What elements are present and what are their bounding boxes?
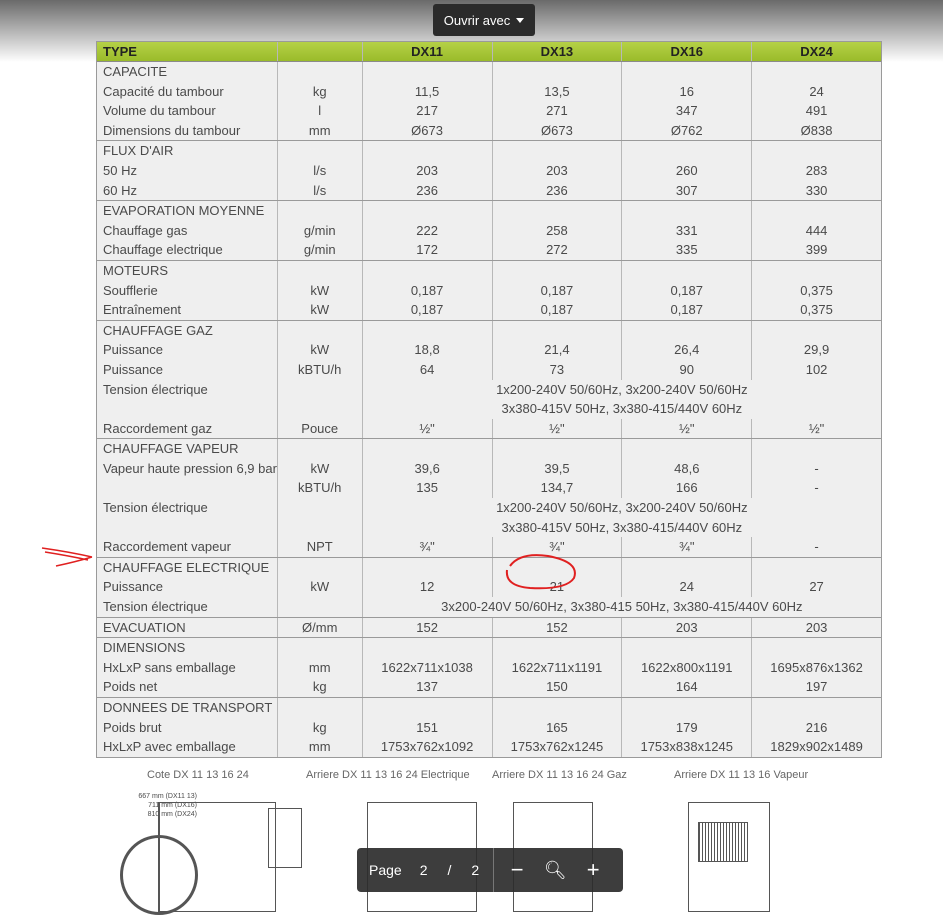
value-cell: 444 <box>805 222 828 238</box>
zoom-out-button[interactable]: − <box>510 857 524 882</box>
table-row <box>97 121 881 141</box>
value-cell: 1753x762x1092 <box>363 737 493 757</box>
section-title-row <box>97 141 881 161</box>
unit-cell: l <box>278 101 363 121</box>
value-cell: 307 <box>622 181 752 201</box>
value-cell: 331 <box>622 221 752 241</box>
row-label <box>97 399 278 419</box>
value-cell: 0,375 <box>800 282 833 298</box>
unit-cell: g/min <box>278 240 363 260</box>
value-cell <box>622 201 752 221</box>
table-row <box>97 340 881 360</box>
value-cell: Ø673 <box>493 121 623 141</box>
table-row <box>97 419 881 439</box>
value-cell <box>622 141 752 161</box>
value-cell: 0,187 <box>622 281 752 301</box>
unit-cell <box>278 141 363 161</box>
table-section <box>97 201 881 261</box>
value-cell: 13,5 <box>493 82 623 102</box>
unit-cell <box>278 518 363 538</box>
value-cell: 236 <box>363 181 493 201</box>
zoom-in-button[interactable]: + <box>586 857 600 882</box>
table-row <box>97 677 881 697</box>
section-title: CHAUFFAGE GAZ <box>97 321 278 341</box>
header-cell: DX16 <box>622 42 752 61</box>
value-cell: 102 <box>805 361 828 377</box>
value-cell: 165 <box>493 718 623 738</box>
value-cell: 27 <box>809 579 824 595</box>
section-title: EVAPORATION MOYENNE <box>97 201 278 221</box>
value-cell: ¾" <box>363 537 493 557</box>
value-cell: 217 <box>363 101 493 121</box>
section-title: FLUX D'AIR <box>97 141 278 161</box>
row-label: 50 Hz <box>97 161 278 181</box>
value-cell <box>493 141 623 161</box>
row-label: Soufflerie <box>97 281 278 301</box>
row-label: Tension électrique <box>97 498 278 518</box>
unit-cell <box>278 201 363 221</box>
value-cell <box>363 439 493 459</box>
section-title: CHAUFFAGE VAPEUR <box>97 439 278 459</box>
unit-cell: kBTU/h <box>278 360 363 380</box>
section-title-row <box>97 618 881 638</box>
value-cell: 222 <box>363 221 493 241</box>
table-section <box>97 698 881 757</box>
row-label <box>97 478 278 498</box>
span-value-cell: 3x380-415V 50Hz, 3x380-415/440V 60Hz <box>501 401 743 417</box>
table-section <box>97 638 881 698</box>
value-cell: 16 <box>622 82 752 102</box>
row-label: 60 Hz <box>97 181 278 201</box>
value-cell <box>622 62 752 82</box>
value-cell <box>493 558 623 578</box>
value-cell: 1622x711x1191 <box>493 658 623 678</box>
page-separator: / <box>447 862 452 878</box>
value-cell <box>493 321 623 341</box>
table-row <box>97 459 881 479</box>
row-label: Vapeur haute pression 6,9 bar <box>97 459 278 479</box>
value-cell <box>752 638 881 658</box>
value-cell: 203 <box>622 618 752 638</box>
row-label: Poids net <box>97 677 278 697</box>
section-title: CHAUFFAGE ELECTRIQUE <box>97 558 278 578</box>
unit-cell <box>278 399 363 419</box>
unit-cell <box>278 638 363 658</box>
section-title-row <box>97 261 881 281</box>
total-pages: 2 <box>471 862 480 878</box>
unit-cell <box>278 261 363 281</box>
value-cell: 48,6 <box>622 459 752 479</box>
section-title-row <box>97 321 881 341</box>
side-detail-drawing <box>268 808 302 868</box>
unit-cell: mm <box>278 658 363 678</box>
table-section <box>97 558 881 618</box>
value-cell <box>622 558 752 578</box>
value-cell: 73 <box>493 360 623 380</box>
row-label: Raccordement gaz <box>97 419 278 439</box>
unit-cell <box>278 62 363 82</box>
value-cell: 203 <box>493 161 623 181</box>
unit-cell: Pouce <box>278 419 363 439</box>
section-title-row <box>97 62 881 82</box>
value-cell: 24 <box>809 83 824 99</box>
value-cell: 152 <box>493 618 623 638</box>
table-row <box>97 498 881 518</box>
unit-cell: kBTU/h <box>278 478 363 498</box>
side-drawing <box>158 802 276 912</box>
value-cell <box>752 141 881 161</box>
value-cell: 1753x762x1245 <box>493 737 623 757</box>
row-label: Chauffage electrique <box>97 240 278 260</box>
table-section <box>97 618 881 639</box>
value-cell: 39,6 <box>363 459 493 479</box>
value-cell: 271 <box>493 101 623 121</box>
table-row <box>97 101 881 121</box>
value-cell: 18,8 <box>363 340 493 360</box>
row-label: Puissance <box>97 340 278 360</box>
section-title: CAPACITE <box>97 62 278 82</box>
unit-cell <box>278 380 363 400</box>
value-cell <box>752 439 881 459</box>
section-title-row <box>97 638 881 658</box>
value-cell: 0,187 <box>493 281 623 301</box>
table-row <box>97 718 881 738</box>
value-cell: 64 <box>363 360 493 380</box>
value-cell: 335 <box>622 240 752 260</box>
value-cell <box>622 698 752 718</box>
value-cell: ½" <box>622 419 752 439</box>
table-row <box>97 658 881 678</box>
value-cell: 135 <box>363 478 493 498</box>
zoom-icon[interactable]: 🔍︎ <box>543 859 567 880</box>
row-label: HxLxP avec emballage <box>97 737 278 757</box>
table-row <box>97 380 881 400</box>
unit-cell <box>278 698 363 718</box>
table-row <box>97 82 881 102</box>
value-cell <box>493 638 623 658</box>
drawing-caption: Arriere DX 11 13 16 24 Gaz <box>492 769 627 781</box>
value-cell: 21 <box>493 577 623 597</box>
span-value-cell: 1x200-240V 50/60Hz, 3x200-240V 50/60Hz <box>496 381 748 397</box>
value-cell: ¾" <box>493 537 623 557</box>
unit-cell: kW <box>278 281 363 301</box>
value-cell <box>363 321 493 341</box>
value-cell <box>622 439 752 459</box>
value-cell <box>493 62 623 82</box>
value-cell: 258 <box>493 221 623 241</box>
value-cell: 1753x838x1245 <box>622 737 752 757</box>
value-cell: 0,187 <box>363 300 493 320</box>
table-row <box>97 300 881 320</box>
value-cell: 203 <box>805 619 828 635</box>
value-cell: 24 <box>622 577 752 597</box>
value-cell <box>493 698 623 718</box>
table-row <box>97 597 881 617</box>
section-title: MOTEURS <box>97 261 278 281</box>
dim: 810 mm (DX24) <box>147 811 197 818</box>
value-cell: Ø838 <box>800 122 833 138</box>
table-row <box>97 577 881 597</box>
value-cell: 90 <box>622 360 752 380</box>
value-cell: 179 <box>622 718 752 738</box>
unit-cell: l/s <box>278 161 363 181</box>
value-cell: 236 <box>493 181 623 201</box>
row-label: Chauffage gas <box>97 221 278 241</box>
value-cell: 0,187 <box>363 281 493 301</box>
section-title-row <box>97 558 881 578</box>
span-value-cell: 3x380-415V 50Hz, 3x380-415/440V 60Hz <box>501 519 743 535</box>
steam-coil-drawing <box>698 822 748 862</box>
header-cell <box>278 42 363 61</box>
unit-cell: kW <box>278 459 363 479</box>
value-cell <box>622 638 752 658</box>
value-cell: 29,9 <box>803 342 830 358</box>
unit-cell: l/s <box>278 181 363 201</box>
header-cell: TYPE <box>97 42 278 61</box>
unit-cell: NPT <box>278 537 363 557</box>
value-cell: 11,5 <box>363 82 493 102</box>
value-cell <box>752 62 881 82</box>
value-cell: 260 <box>622 161 752 181</box>
value-cell <box>363 698 493 718</box>
value-cell: ½" <box>363 419 493 439</box>
unit-cell: kg <box>278 82 363 102</box>
value-cell: 0,187 <box>493 300 623 320</box>
value-cell: 1695x876x1362 <box>770 659 863 675</box>
value-cell: 151 <box>363 718 493 738</box>
value-cell: 203 <box>363 161 493 181</box>
value-cell <box>752 201 881 221</box>
value-cell <box>622 261 752 281</box>
open-with-label: Ouvrir avec <box>443 12 511 28</box>
section-title: DIMENSIONS <box>97 638 278 658</box>
unit-cell: kg <box>278 718 363 738</box>
value-cell: 283 <box>805 162 828 178</box>
table-row <box>97 181 881 201</box>
value-cell <box>363 558 493 578</box>
value-cell <box>752 261 881 281</box>
row-label: Raccordement vapeur <box>97 537 278 557</box>
unit-cell: kW <box>278 300 363 320</box>
value-cell <box>493 261 623 281</box>
table-row <box>97 360 881 380</box>
section-title-row <box>97 439 881 459</box>
current-page-input[interactable]: 2 <box>419 862 428 878</box>
value-cell: 21,4 <box>493 340 623 360</box>
row-label: Volume du tambour <box>97 101 278 121</box>
header-cell: DX13 <box>493 42 623 61</box>
value-cell: 39,5 <box>493 459 623 479</box>
unit-cell <box>278 597 363 617</box>
value-cell: 152 <box>363 618 493 638</box>
divider <box>493 848 494 892</box>
row-label: Entraînement <box>97 300 278 320</box>
row-label: Puissance <box>97 360 278 380</box>
value-cell: 216 <box>805 719 828 735</box>
section-title: EVACUATION <box>97 618 278 638</box>
unit-cell <box>278 558 363 578</box>
value-cell: Ø762 <box>622 121 752 141</box>
value-cell: 137 <box>363 677 493 697</box>
table-row <box>97 281 881 301</box>
spec-table <box>96 41 882 758</box>
value-cell <box>363 62 493 82</box>
table-row <box>97 399 881 419</box>
value-cell: Ø673 <box>363 121 493 141</box>
row-label: Puissance <box>97 577 278 597</box>
header-cell: DX24 <box>800 44 833 59</box>
value-cell: 347 <box>622 101 752 121</box>
table-section <box>97 141 881 201</box>
drawing-caption: Cote DX 11 13 16 24 <box>147 769 249 781</box>
unit-cell <box>278 321 363 341</box>
dim: 667 mm (DX11 13) <box>138 793 197 800</box>
value-cell: - <box>814 480 819 496</box>
unit-cell <box>278 439 363 459</box>
span-value-cell: 1x200-240V 50/60Hz, 3x200-240V 50/60Hz <box>496 500 748 516</box>
open-with-button[interactable] <box>433 4 535 36</box>
value-cell <box>493 439 623 459</box>
value-cell <box>752 321 881 341</box>
value-cell: ¾" <box>622 537 752 557</box>
unit-cell: mm <box>278 737 363 757</box>
value-cell: 0,375 <box>800 302 833 318</box>
value-cell: - <box>814 460 819 476</box>
value-cell: 1622x711x1038 <box>363 658 493 678</box>
drawing-caption: Arriere DX 11 13 16 Vapeur <box>674 769 809 781</box>
row-label: Tension électrique <box>97 597 278 617</box>
unit-cell: kW <box>278 577 363 597</box>
table-section <box>97 62 881 141</box>
value-cell: - <box>814 539 819 555</box>
value-cell: ½" <box>493 419 623 439</box>
unit-cell: Ø/mm <box>278 618 363 638</box>
unit-cell: g/min <box>278 221 363 241</box>
row-label: Capacité du tambour <box>97 82 278 102</box>
value-cell <box>622 321 752 341</box>
value-cell: 26,4 <box>622 340 752 360</box>
drawing-caption: Arriere DX 11 13 16 24 Electrique <box>306 769 470 781</box>
page-controls <box>357 848 623 892</box>
annotation-arrow-icon <box>42 548 92 566</box>
table-section <box>97 321 881 440</box>
value-cell <box>493 201 623 221</box>
unit-cell: mm <box>278 121 363 141</box>
table-row <box>97 478 881 498</box>
caret-down-icon <box>516 18 524 23</box>
table-header <box>97 42 881 62</box>
unit-cell: kg <box>278 677 363 697</box>
value-cell: 330 <box>805 182 828 198</box>
table-row <box>97 737 881 757</box>
value-cell: 134,7 <box>493 478 623 498</box>
value-cell <box>363 201 493 221</box>
value-cell: 164 <box>622 677 752 697</box>
page-label: Page <box>369 862 402 878</box>
value-cell: 1622x800x1191 <box>622 658 752 678</box>
value-cell: 0,187 <box>622 300 752 320</box>
value-cell: 150 <box>493 677 623 697</box>
value-cell <box>363 141 493 161</box>
table-row <box>97 537 881 557</box>
value-cell: ½" <box>808 420 825 436</box>
table-row <box>97 221 881 241</box>
span-value-cell: 3x200-240V 50/60Hz, 3x380-415 50Hz, 3x380-415/440V 60Hz <box>441 599 803 615</box>
row-label: Poids brut <box>97 718 278 738</box>
value-cell: 491 <box>805 103 828 119</box>
section-title: DONNEES DE TRANSPORT <box>97 698 278 718</box>
table-section <box>97 439 881 558</box>
row-label: HxLxP sans emballage <box>97 658 278 678</box>
unit-cell: kW <box>278 340 363 360</box>
table-row <box>97 240 881 260</box>
unit-cell <box>278 498 363 518</box>
section-title-row <box>97 698 881 718</box>
dim: 711 mm (DX16) <box>148 802 197 809</box>
value-cell: 172 <box>363 240 493 260</box>
value-cell <box>363 638 493 658</box>
value-cell: 272 <box>493 240 623 260</box>
value-cell: 399 <box>805 242 828 258</box>
table-row <box>97 161 881 181</box>
value-cell: 197 <box>805 679 828 695</box>
row-label: Tension électrique <box>97 380 278 400</box>
value-cell: 12 <box>363 577 493 597</box>
value-cell: 166 <box>622 478 752 498</box>
section-title-row <box>97 201 881 221</box>
row-label: Dimensions du tambour <box>97 121 278 141</box>
row-label <box>97 518 278 538</box>
value-cell <box>752 698 881 718</box>
value-cell: 1829x902x1489 <box>770 739 863 755</box>
table-row <box>97 518 881 538</box>
value-cell <box>363 261 493 281</box>
header-cell: DX11 <box>363 42 493 61</box>
table-section <box>97 261 881 321</box>
value-cell <box>752 558 881 578</box>
